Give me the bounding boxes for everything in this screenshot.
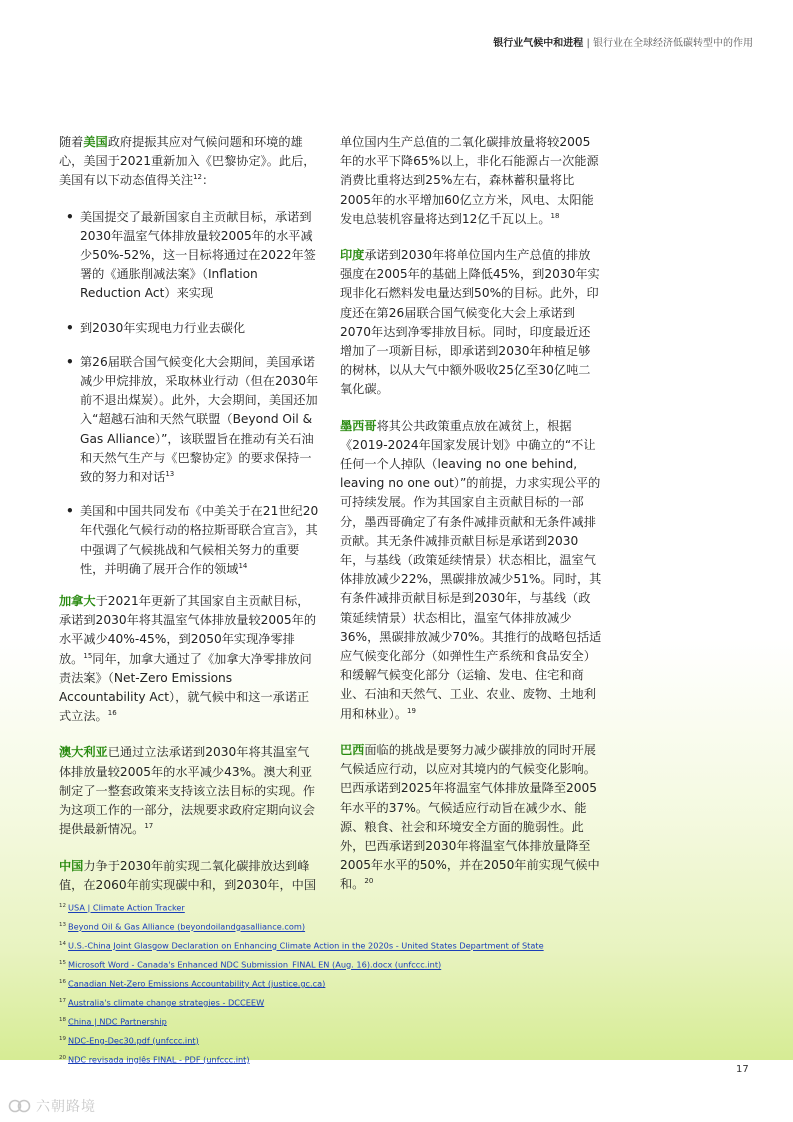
country-name-china: 中国 <box>59 858 84 873</box>
usa-paragraph: 随着美国政府提振其应对气候问题和环境的雄心，美国于2021重新加入《巴黎协定》。此后，美国有以下动态值得关注$^{12}$： <box>59 135 316 188</box>
footnote-link[interactable]: U.S.-China Joint Glasgow Declaration on Enhancing Climate Action in the 2020s - United States Department of State <box>68 940 544 951</box>
footnote-link[interactable]: NDC-Eng-Dec30.pdf (unfccc.int) <box>68 1035 199 1046</box>
header-subtitle: 银行业在全球经济低碳转型中的作用 <box>593 38 753 49</box>
footnote-link[interactable]: Australia's climate change strategies - DCCEEW <box>68 997 265 1008</box>
list-item: • 美国提交了最新国家自主贡献目标，承诺到2030年温室气体排放量较2005年的水平减少50%-52%，这一目标将通过在2022年签署的《通胀削减法案》（Inflation Reduction Act）来实现 <box>66 209 316 301</box>
bullet-icon: • <box>66 209 74 224</box>
country-name-mexico: 墨西哥 <box>340 418 377 433</box>
footnote-link[interactable]: Canadian Net-Zero Emissions Accountability Act (justice.gc.ca) <box>68 978 326 989</box>
list-item: • 到2030年实现电力行业去碳化 <box>59 319 319 338</box>
footnote-item: $^{19}$ NDC-Eng-Dec30.pdf (unfccc.int) <box>59 1035 199 1046</box>
canada-paragraph: 加拿大于2021年更新了其国家自主贡献目标，承诺到2030年将其温室气体排放量较2005年的水平减少40%-45%，到2050年实现净零排放。$^{15}$同年，加拿大通过了《加拿大净零排放问责法案》（Net-Zero Emissions Accountability Act），就气候中和这一承诺正式立法。$^{16}$ <box>59 594 317 724</box>
list-item: • 第26届联合国气候变化大会期间，美国承诺减少甲烷排放，采取林业行动（但在2030年前不退出煤炭）。此外，大会期间，美国还加入“超越石油和天然气联盟（Beyond Oil & Gas Alliance）”，该联盟旨在推动有关石油和天然气生产与《巴黎协定》的要求保持一致的努力和对话$^{13}$ <box>66 354 319 485</box>
footnote-item: $^{12}$ USA | Climate Action Tracker <box>59 902 185 913</box>
footnote-ref: 16 <box>107 709 117 718</box>
footnote-item: $^{16}$ Canadian Net-Zero Emissions Accountability Act (justice.gc.ca) <box>59 978 326 989</box>
header-separator: | <box>583 38 593 49</box>
china-paragraph-continued: 单位国内生产总值的二氧化碳排放量将较2005年的水平下降65%以上，非化石能源占一次能源消费比重将达到25%左右，森林蓄积量将比2005年的水平增加60亿立方米，风电、太阳能发电总装机容量将达到12亿千瓦以上。$^{18}$ <box>340 135 599 226</box>
bullet-icon: • <box>66 504 74 519</box>
footnote-item: $^{14}$ U.S.-China Joint Glasgow Declaration on Enhancing Climate Action in the 2020s - United States Department of State <box>59 940 544 951</box>
country-name-usa: 美国 <box>83 135 108 149</box>
footnote-ref: 13 <box>165 469 175 478</box>
watermark-text: 六朝路境 <box>36 1099 96 1115</box>
country-name-india: 印度 <box>340 248 365 263</box>
left-column <box>59 133 319 912</box>
bullet-icon: • <box>66 354 74 369</box>
footnote-link[interactable]: Microsoft Word - Canada's Enhanced NDC Submission_FINAL EN (Aug. 16).docx (unfccc.int) <box>68 959 442 970</box>
footnote-ref: 18 <box>550 211 560 220</box>
usa-bullet-list <box>59 208 319 579</box>
footnote-link[interactable]: USA | Climate Action Tracker <box>68 902 185 913</box>
footnote-item: $^{15}$ Microsoft Word - Canada's Enhanced NDC Submission_FINAL EN (Aug. 16).docx (unfccc.int) <box>59 959 442 970</box>
footnote-link[interactable]: NDC revisada inglês FINAL - PDF (unfccc.int) <box>68 1054 250 1065</box>
footnote-item: $^{13}$ Beyond Oil & Gas Alliance (beyondoilandgasalliance.com) <box>59 921 306 932</box>
india-paragraph: 印度承诺到2030年将单位国内生产总值的排放强度在2005年的基础上降低45%，到2030年实现非化石燃料发电量达到50%的目标。此外，印度还在第26届联合国气候变化大会上承诺到2070年达到净零排放目标。同时，印度最近还增加了一项新目标，即承诺到2030年种植足够的树林，以从大气中额外吸收25亿至30亿吨二氧化碳。 <box>340 248 600 397</box>
footnote-item: $^{20}$ NDC revisada inglês FINAL - PDF (unfccc.int) <box>59 1054 250 1065</box>
watermark-logo-icon <box>8 1098 32 1114</box>
footnote-link[interactable]: China | NDC Partnership <box>68 1016 167 1027</box>
right-column <box>340 133 602 912</box>
bullet-icon: • <box>66 320 74 335</box>
footnote-ref: 19 <box>407 706 416 715</box>
running-header <box>493 34 753 49</box>
country-name-brazil: 巴西 <box>340 742 365 757</box>
mexico-paragraph: 墨西哥将其公共政策重点放在减贫上，根据《2019-2024年国家发展计划》中确立的“不让任何一个人掉队（leaving no one behind, leaving no one out）”的前提，力求实现公平的可持续发展。作为其国家自主贡献目标的一部分，墨西哥确定了有条件减排贡献和无条件减排贡献。其无条件减排贡献目标是承诺到2030年，与基线（政策延续情景）状态相比，温室气体排放减少22%，黑碳排放减少51%。同时，其有条件减排贡献目标是到2030年，与基线（政策延续情景）状态相比，温室气体排放减少36%，黑碳排放减少70%。其推行的战略包括适应气候变化部分（如弹性生产系统和食品安全）和缓解气候变化部分（运输、发电、住宅和商业、石油和天然气、工业、农业、废物、土地利用和林业）。$^{19}$ <box>340 418 602 721</box>
footnote-item: $^{17}$ Australia's climate change strategies - DCCEEW <box>59 997 265 1008</box>
list-item: • 美国和中国共同发布《中美关于在21世纪20年代强化气候行动的格拉斯哥联合宣言》，其中强调了气候挑战和气候相关努力的重要性，并明确了展开合作的领域$^{14}$ <box>66 504 319 576</box>
country-name-australia: 澳大利亚 <box>59 745 108 760</box>
header-title: 银行业气候中和进程 <box>493 38 584 49</box>
china-paragraph: 中国力争于2030年前实现二氧化碳排放达到峰值，在2060年前实现碳中和，到2030年，中国 <box>59 858 317 892</box>
footnote-item: $^{18}$ China | NDC Partnership <box>59 1016 167 1027</box>
footnotes <box>59 898 739 1068</box>
footnote-ref: 12 <box>193 173 202 182</box>
brazil-paragraph: 巴西面临的挑战是要努力减少碳排放的同时开展气候适应行动，以应对其境内的气候变化影响。巴西承诺到2025年将温室气体排放量降至2005年水平的37%。气候适应行动旨在减少水、能源、粮食、社会和环境安全方面的脆弱性。此外，巴西承诺到2030年将温室气体排放量降至2005年水平的50%，并在2050年前实现气候中和。$^{20}$ <box>340 742 600 892</box>
footnote-ref: 14 <box>238 561 248 570</box>
footnote-ref: 17 <box>144 822 154 831</box>
footnote-ref: 15 <box>83 651 93 660</box>
page-number: 17 <box>736 1064 749 1075</box>
australia-paragraph: 澳大利亚已通过立法承诺到2030年将其温室气体排放量较2005年的水平减少43%。澳大利亚制定了一整套政策来支持该立法目标的实现。作为这项工作的一部分，法规要求政府定期向议会提供最新情况。$^{17}$ <box>59 745 315 837</box>
watermark <box>8 1096 96 1116</box>
footnote-link[interactable]: Beyond Oil & Gas Alliance (beyondoilandgasalliance.com) <box>68 921 306 932</box>
footnote-ref: 20 <box>364 877 374 886</box>
country-name-canada: 加拿大 <box>59 594 96 609</box>
